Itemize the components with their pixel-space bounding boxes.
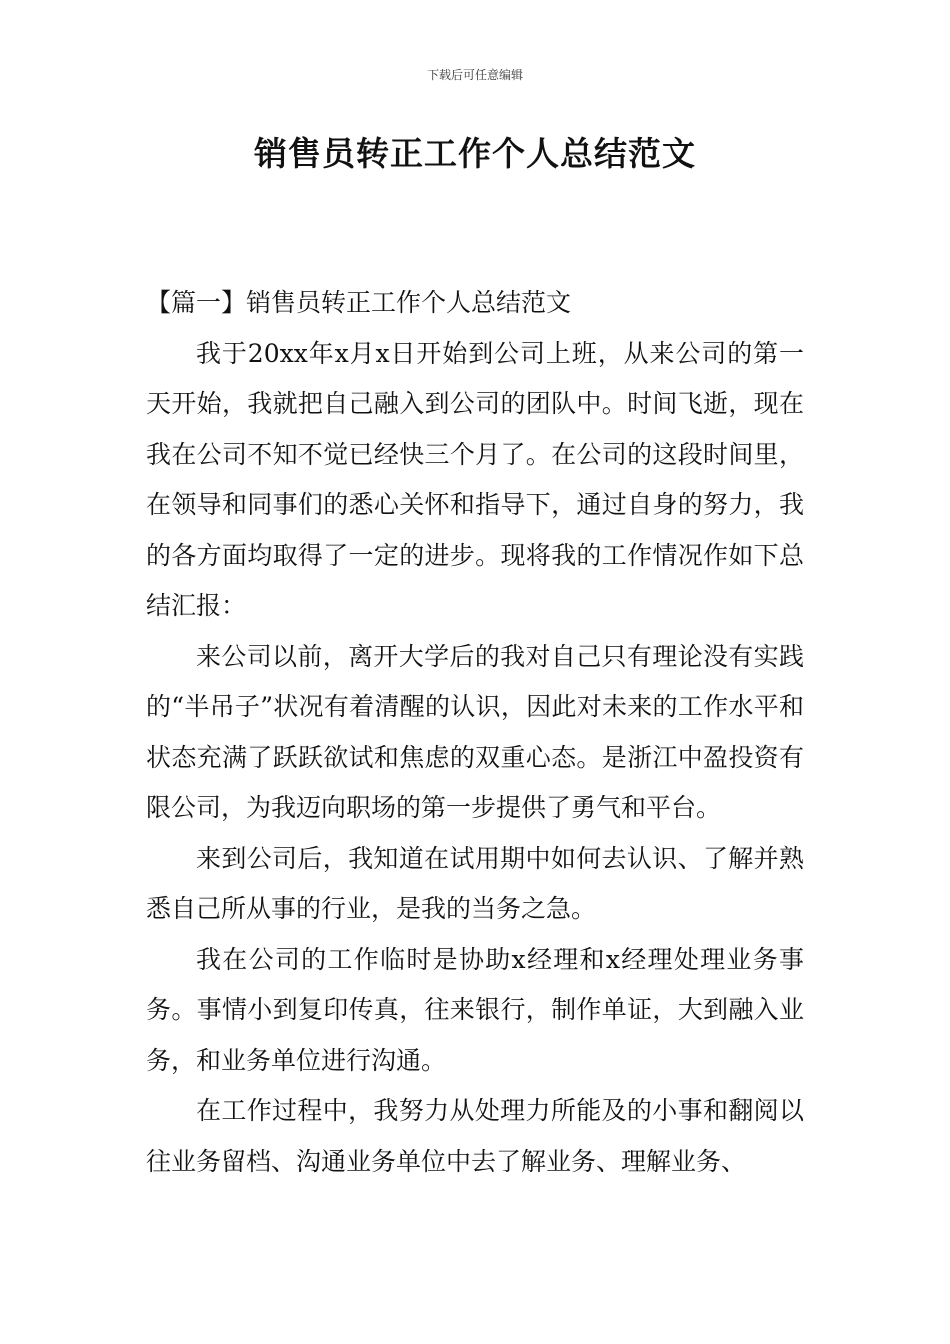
document-body: [146, 278, 804, 1187]
document-title: 销售员转正工作个人总结范文: [254, 134, 696, 173]
section-heading: 【篇一】销售员转正工作个人总结范文: [146, 288, 572, 317]
paragraph-1: 我于20xx年x月x日开始到公司上班，从来公司的第一天开始，我就把自己融入到公司的团队中。时间飞逝，现在我在公司不知不觉已经快三个月了。在公司的这段时间里，在领导和同事们的悉心关怀和指导下，通过自身的努力，我的各方面均取得了一定的进步。现将我的工作情况作如下总结汇报：: [146, 338, 804, 620]
paragraph-3: 来到公司后，我知道在试用期中如何去认识、了解并熟悉自己所从事的行业，是我的当务之急。: [146, 843, 804, 923]
paragraph-2: 来公司以前，离开大学后的我对自己只有理论没有实践的“半吊子”状况有着清醒的认识，因此对未来的工作水平和状态充满了跃跃欲试和焦虑的双重心态。是浙江中盈投资有限公司，为我迈向职场的第一步提供了勇气和平台。: [146, 641, 804, 822]
paragraph-4: 我在公司的工作临时是协助x经理和x经理处理业务事务。事情小到复印传真，往来银行，制作单证，大到融入业务，和业务单位进行沟通。: [146, 944, 804, 1075]
paragraph-5: 在工作过程中，我努力从处理力所能及的小事和翻阅以往业务留档、沟通业务单位中去了解业务、理解业务、: [146, 1096, 804, 1176]
header-note: 下载后可任意编辑: [426, 68, 523, 82]
